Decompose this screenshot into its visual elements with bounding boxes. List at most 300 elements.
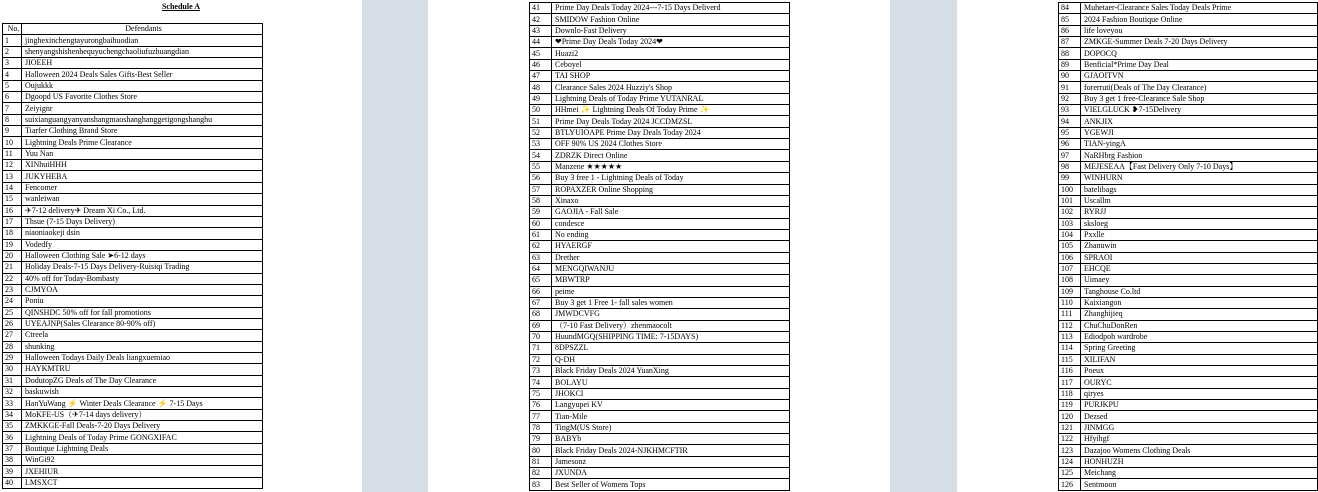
row-number: 68 [530,309,552,320]
table-row [530,434,790,445]
defendant-name: suixianguangyanyanshangmaoshanghanggetigongshanghu [22,114,263,125]
defendant-name: Muhetaer-Clearance Sales Today Deals Prime [1081,3,1318,14]
table-row [3,228,263,239]
defendant-name: JXEHIUR [22,466,263,477]
table-row [3,114,263,125]
table-row [1059,422,1318,433]
row-number: 27 [3,330,22,341]
table-row [3,352,263,363]
row-number: 3 [3,58,22,69]
row-number: 44 [530,37,552,48]
defendant-name: BABYb [552,434,790,445]
table-row [530,275,790,286]
row-number: 35 [3,421,22,432]
table-row [3,205,263,216]
row-number: 115 [1059,354,1081,365]
defendant-name: Black Friday Deals 2024 YuanXing [552,366,790,377]
row-number: 69 [530,320,552,331]
row-number: 59 [530,207,552,218]
row-number: 90 [1059,71,1081,82]
table-row [1059,207,1318,218]
row-number: 23 [3,284,22,295]
row-number: 80 [530,445,552,456]
table-row [1059,456,1318,467]
row-number: 92 [1059,93,1081,104]
table-row [1059,241,1318,252]
table-row [1059,218,1318,229]
row-number: 19 [3,239,22,250]
defendant-name: Lightning Deals of Today Prime YUTANRAL [552,93,790,104]
table-row [3,341,263,352]
table-row [530,456,790,467]
defendant-name: Zhanghijieq [1081,309,1318,320]
row-number: 106 [1059,252,1081,263]
defendant-name: QINSHDC 50% off for fall promotions [22,307,263,318]
table-row [530,71,790,82]
table-row [530,343,790,354]
row-number: 86 [1059,25,1081,36]
defendant-name: Thsue (7-15 Days Delivery) [22,216,263,227]
table-row [3,92,263,103]
row-number: 48 [530,82,552,93]
row-number: 30 [3,364,22,375]
defendant-name: peime [552,286,790,297]
table-row [1059,161,1318,172]
table-row [3,171,263,182]
table-row [3,318,263,329]
row-number: 126 [1059,479,1081,490]
row-number: 55 [530,161,552,172]
defendant-name: Halloween Todays Daily Deals liangxuemiao [22,352,263,363]
row-number: 125 [1059,468,1081,479]
row-number: 113 [1059,331,1081,342]
defendant-name: LMSXCT [22,477,263,488]
row-number: 123 [1059,445,1081,456]
table-row [530,82,790,93]
row-number: 22 [3,273,22,284]
row-number: 103 [1059,218,1081,229]
defendant-name: Langyupei KV [552,400,790,411]
defendant-name: MoKFE-US（✈7-14 days delivery） [22,409,263,420]
row-number: 31 [3,375,22,386]
defendant-name: Dazajoo Womens Clothing Deals [1081,445,1318,456]
defendant-name: MEJESEAA【Fast Delivery Only 7-10 Days】 [1081,161,1318,172]
table-row [1059,479,1318,490]
defendant-name: SPRAOI [1081,252,1318,263]
defendant-name: Fencomer [22,182,263,193]
row-number: 88 [1059,48,1081,59]
table-row [3,126,263,137]
defendant-name: Holiday Deals-7-15 Days Delivery-Ruisiqi Trading [22,262,263,273]
row-number: 124 [1059,456,1081,467]
table-row [3,477,263,488]
table-row [1059,25,1318,36]
defendant-name: ChuChuDonRen [1081,320,1318,331]
defendant-name: Buy 3 get 1 Free 1- fall sales women [552,297,790,308]
table-row [3,216,263,227]
defendant-name: Halloween Clothing Sale ➤6-12 days [22,250,263,261]
row-number: 53 [530,139,552,150]
table-row [3,273,263,284]
row-number: 97 [1059,150,1081,161]
defendant-name: Halloween 2024 Deals Sales Gifts-Best Seller [22,69,263,80]
row-number: 41 [530,3,552,14]
table-row [530,297,790,308]
row-number: 28 [3,341,22,352]
table-row [1059,82,1318,93]
defendant-name: ✈7-12 delivery✈ Dream Xi Co., Ltd. [22,205,263,216]
table-row [3,160,263,171]
row-number: 65 [530,275,552,286]
row-number: 51 [530,116,552,127]
table-row [1059,411,1318,422]
table-row [3,58,263,69]
table-row [3,80,263,91]
table-row [3,69,263,80]
table-row [530,161,790,172]
table-row [1059,434,1318,445]
defendant-name: 8DPSZZL [552,343,790,354]
table-row [530,3,790,14]
row-number: 107 [1059,263,1081,274]
row-number: 66 [530,286,552,297]
row-number: 5 [3,80,22,91]
defendant-name: Kaixiangon [1081,297,1318,308]
row-number: 49 [530,93,552,104]
defendant-name: GAOJIA - Fall Sale [552,207,790,218]
defendant-name: HYAERGF [552,241,790,252]
row-number: 43 [530,25,552,36]
row-number: 116 [1059,366,1081,377]
row-number: 114 [1059,343,1081,354]
table-row [530,139,790,150]
row-number: 100 [1059,184,1081,195]
table-row [1059,275,1318,286]
row-number: 96 [1059,139,1081,150]
defendant-name: Black Friday Deals 2024-NJKHMCFTIR [552,445,790,456]
document-page-1 [0,0,362,492]
defendant-name: JHOKCI [552,388,790,399]
defendant-name: Ediodpoh wardrobe [1081,331,1318,342]
table-row [1059,309,1318,320]
document-page-2 [428,0,890,492]
row-number: 46 [530,59,552,70]
row-number: 11 [3,148,22,159]
defendant-name: JIOEEH [22,58,263,69]
defendant-name: HONHUZH [1081,456,1318,467]
defendants-table-1 [2,23,263,489]
defendant-name: Q-DH [552,354,790,365]
defendant-name: Tiarfer Clothing Brand Store [22,126,263,137]
table-row [530,241,790,252]
defendant-name: Dgoopd US Favorite Clothes Store [22,92,263,103]
defendant-name: Ctreela [22,330,263,341]
row-number: 7 [3,103,22,114]
row-number: 94 [1059,116,1081,127]
row-number: 118 [1059,388,1081,399]
row-number: 42 [530,14,552,25]
defendant-name: niaoniaokeji dsin [22,228,263,239]
table-row [530,105,790,116]
defendant-name: Oujukkk [22,80,263,91]
table-row [1059,139,1318,150]
row-number: 45 [530,48,552,59]
defendant-name: 2024 Fashion Boutique Online [1081,14,1318,25]
defendant-name: Benficial*Prime Day Deal [1081,59,1318,70]
table-row [530,286,790,297]
row-number: 84 [1059,3,1081,14]
row-number: 87 [1059,37,1081,48]
defendant-name: CJMYOA [22,284,263,295]
defendant-name: JXUNDA [552,468,790,479]
defendant-name: TAI SHOP [552,71,790,82]
row-number: 20 [3,250,22,261]
row-number: 39 [3,466,22,477]
defendant-name: Uimaey [1081,275,1318,286]
row-number: 75 [530,388,552,399]
defendant-name: PURJKPU [1081,400,1318,411]
defendant-name: life loveyou [1081,25,1318,36]
row-number: 77 [530,411,552,422]
defendant-name: Pxxlle [1081,229,1318,240]
row-number: 13 [3,171,22,182]
table-row [530,366,790,377]
table-header-row [3,24,263,35]
defendant-name: Dezsed [1081,411,1318,422]
defendant-name: BTLYUIOAPE Prime Day Deals Today 2024 [552,127,790,138]
table-row [530,173,790,184]
defendants-table-2 [529,2,790,491]
row-number: 93 [1059,105,1081,116]
table-row [530,263,790,274]
defendant-name: batelibags [1081,184,1318,195]
table-row [1059,252,1318,263]
row-number: 76 [530,400,552,411]
table-row [1059,354,1318,365]
defendant-name: 40% off for Today-Bombasty [22,273,263,284]
row-number: 71 [530,343,552,354]
table-row [530,25,790,36]
defendant-name: GJAOITVN [1081,71,1318,82]
table-row [530,207,790,218]
row-number: 62 [530,241,552,252]
row-number: 108 [1059,275,1081,286]
row-number: 117 [1059,377,1081,388]
defendant-name: Lightning Deals of Today Prime GONGXIFAC [22,432,263,443]
table-row [1059,320,1318,331]
row-number: 120 [1059,411,1081,422]
table-row [1059,93,1318,104]
defendant-name: YGEWJI [1081,127,1318,138]
row-number: 95 [1059,127,1081,138]
table-row [1059,173,1318,184]
defendant-name: NaRHbrg Fashion [1081,150,1318,161]
row-number: 29 [3,352,22,363]
row-number: 9 [3,126,22,137]
row-number: 21 [3,262,22,273]
table-row [3,103,263,114]
schedule-title: Schedule A [161,2,200,11]
defendant-name: Prime Day Deals Today 2024---7-15 Days Deliverd [552,3,790,14]
table-row [530,479,790,490]
defendant-name: No ending [552,229,790,240]
table-row [530,184,790,195]
defendant-name: Poniu [22,296,263,307]
defendant-name: ZDRZK Direct Online [552,150,790,161]
defendant-name: Poeux [1081,366,1318,377]
table-row [1059,366,1318,377]
row-number: 64 [530,263,552,274]
defendant-name: Vodedfy [22,239,263,250]
table-row [1059,297,1318,308]
table-row [530,331,790,342]
defendant-name: shunking [22,341,263,352]
defendant-name: EHCQE [1081,263,1318,274]
table-row [1059,71,1318,82]
row-number: 74 [530,377,552,388]
defendant-name: Sentmoon [1081,479,1318,490]
defendant-name: condesce [552,218,790,229]
defendant-name: TIAN-yingA [1081,139,1318,150]
table-row [530,14,790,25]
defendant-name: HuundMGQ(SHIPPING TIME: 7-15DAYS) [552,331,790,342]
defendant-name: qiryes [1081,388,1318,399]
document-page-3 [957,0,1318,492]
row-number: 119 [1059,400,1081,411]
table-row [1059,150,1318,161]
table-row [1059,343,1318,354]
defendant-name: Best Seller of Womens Tops [552,479,790,490]
defendant-name: WINHURN [1081,173,1318,184]
table-row [530,422,790,433]
defendant-name: DodutopZG Deals of The Day Clearance [22,375,263,386]
table-row [3,387,263,398]
defendant-name: BOLAYU [552,377,790,388]
header-defendants: Defendants [22,24,263,35]
row-number: 58 [530,195,552,206]
row-number: 110 [1059,297,1081,308]
row-number: 112 [1059,320,1081,331]
row-number: 14 [3,182,22,193]
row-number: 67 [530,297,552,308]
table-row [1059,116,1318,127]
row-number: 36 [3,432,22,443]
defendant-name: Huazi2 [552,48,790,59]
table-row [1059,105,1318,116]
row-number: 52 [530,127,552,138]
table-row [1059,286,1318,297]
table-row [3,443,263,454]
defendant-name: Yuu Nan [22,148,263,159]
row-number: 34 [3,409,22,420]
header-no: No. [3,24,22,35]
table-row [3,284,263,295]
table-row [530,218,790,229]
row-number: 1 [3,35,22,46]
row-number: 111 [1059,309,1081,320]
defendant-name: HanYuWang ⚡ Winter Deals Clearance ⚡ 7-15 Days [22,398,263,409]
row-number: 32 [3,387,22,398]
table-row [3,239,263,250]
defendant-name: （7-10 Fast Delivery）zhenmaocolt [552,320,790,331]
defendant-name: Zeiyignr [22,103,263,114]
row-number: 85 [1059,14,1081,25]
defendant-name: Tian-Mile [552,411,790,422]
table-row [530,48,790,59]
defendant-name: Meichang [1081,468,1318,479]
defendant-name: Tanghouse Co.ltd [1081,286,1318,297]
row-number: 60 [530,218,552,229]
row-number: 33 [3,398,22,409]
defendant-name: Ceboyel [552,59,790,70]
table-row [3,432,263,443]
row-number: 105 [1059,241,1081,252]
row-number: 91 [1059,82,1081,93]
table-row [1059,331,1318,342]
table-row [3,35,263,46]
table-row [530,309,790,320]
table-row [3,375,263,386]
defendant-name: Uscallm [1081,195,1318,206]
defendant-name: Zhanuwin [1081,241,1318,252]
defendant-name: ZMKGE-Summer Deals 7-20 Days Delivery [1081,37,1318,48]
row-number: 6 [3,92,22,103]
defendant-name: VIELGLUCK ❥7-15Delivery [1081,105,1318,116]
defendant-name: forerruti(Deals of The Day Clearance) [1081,82,1318,93]
row-number: 81 [530,456,552,467]
table-row [530,252,790,263]
row-number: 78 [530,422,552,433]
defendant-name: UYEAJNP(Sales Clearance 80-90% off) [22,318,263,329]
defendant-name: ROPAXZER Online Shopping [552,184,790,195]
defendant-name: JUKYHEBA [22,171,263,182]
defendant-name: ANKJIX [1081,116,1318,127]
defendant-name: Prime Day Deals Today 2024 JCCDMZSL [552,116,790,127]
defendant-name: Manzene ★★★★★ [552,161,790,172]
row-number: 99 [1059,173,1081,184]
table-row [530,354,790,365]
row-number: 25 [3,307,22,318]
row-number: 2 [3,46,22,57]
row-number: 83 [530,479,552,490]
defendant-name: sksloeg [1081,218,1318,229]
table-row [1059,445,1318,456]
defendant-name: Buy 3 get 1 free-Clearance Sale Shop [1081,93,1318,104]
defendant-name: Jamesonz [552,456,790,467]
defendant-name: HHmei ✨ Lightning Deals Of Today Prime ✨ [552,105,790,116]
table-row [1059,37,1318,48]
row-number: 8 [3,114,22,125]
defendant-name: XILIFAN [1081,354,1318,365]
table-row [3,194,263,205]
row-number: 18 [3,228,22,239]
row-number: 38 [3,455,22,466]
row-number: 61 [530,229,552,240]
table-row [530,320,790,331]
table-row [3,330,263,341]
table-row [1059,59,1318,70]
table-row [530,127,790,138]
row-number: 10 [3,137,22,148]
row-number: 70 [530,331,552,342]
table-row [1059,184,1318,195]
row-number: 109 [1059,286,1081,297]
row-number: 121 [1059,422,1081,433]
defendant-name: MENGQIWANJU [552,263,790,274]
defendant-name: JINMGG [1081,422,1318,433]
table-row [530,150,790,161]
table-row [3,364,263,375]
